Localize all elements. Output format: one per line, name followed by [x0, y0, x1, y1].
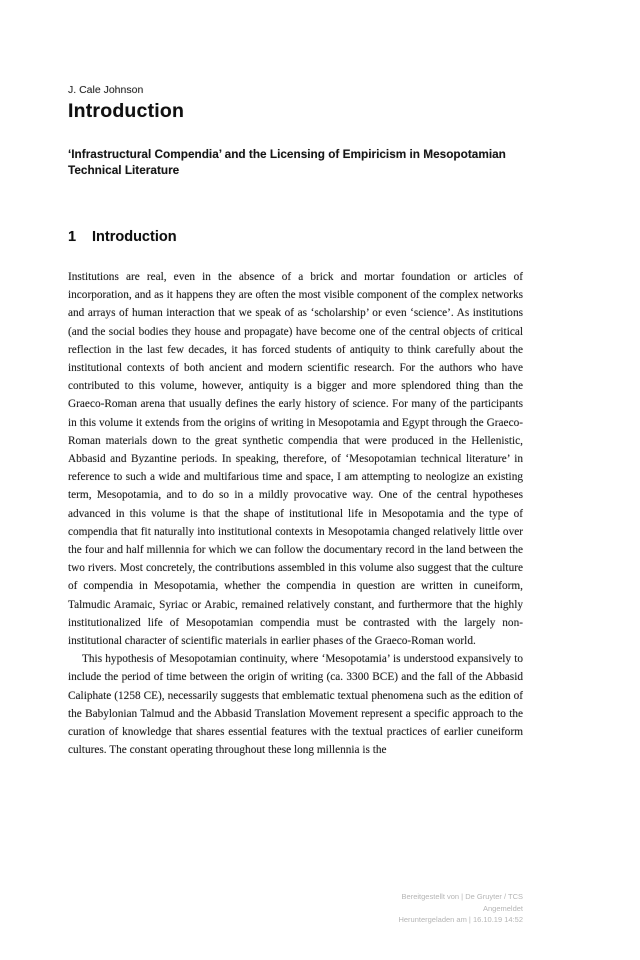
- stamp-status-line: Angemeldet: [482, 903, 523, 913]
- body-paragraph: This hypothesis of Mesopotamian continuity, where ‘Mesopotamia’ is understood expansively to include the period of time between the origin of writing (ca. 3300 BCE) and the fall of the Abbasid Caliphate (1258 CE), necessarily suggests that emblematic textual phenomena such as the edition of the Babylonian Talmud and the Abbasid Translation Movement represent a specific approach to the curation of knowledge that shares essential features with the textual practices of earlier cuneiform cultures. The constant operating throughout these long millennia is the: [68, 653, 523, 757]
- chapter-title: Introduction: [68, 100, 185, 122]
- body-text: [68, 268, 523, 759]
- stamp-provider-line: Bereitgestellt von | De Gruyter / TCS: [401, 892, 523, 901]
- download-stamp: [398, 891, 523, 926]
- section-heading: [68, 229, 523, 246]
- page-content: [68, 0, 523, 759]
- stamp-download-line: Heruntergeladen am | 16.10.19 14:52: [398, 915, 523, 925]
- section-number: 1: [68, 229, 77, 245]
- author-line: J. Cale Johnson: [68, 84, 144, 96]
- section-title: Introduction: [92, 229, 177, 245]
- chapter-subtitle: ‘Infrastructural Compendia’ and the Licensing of Empiricism in Mesopotamian Technical Literature: [68, 147, 506, 177]
- body-paragraph: Institutions are real, even in the absence of a brick and mortar foundation or articles of incorporation, and as it happens they are often the most visible component of the complex networks and arrays of human interaction that we speak of as ‘scholarship’ or even ‘science’. As institutions (and the social bodies they house and propagate) have become one of the central objects of critical reflection in the last few decades, it has forced students of antiquity to think carefully about the institutional contexts of both ancient and modern scientific research. For the authors who have contributed to this volume, however, antiquity is a bigger and more splendored thing than the Graeco-Roman arena that usually defines the early history of science. For many of the participants in this volume it extends from the origins of writing in Mesopotamia and Egypt through the Graeco-Roman materials down to the great synthetic compendia that were produced in the Hellenistic, Abbasid and Byzantine periods. In speaking, therefore, of ‘Mesopotamian technical literature’ in reference to such a wide and multifarious time and space, I am attempting to neologize an existing term, Mesopotamia, and to do so in a mildly provocative way. One of the central hypotheses advanced in this volume is that the shape of institutional life in Mesopotamia and the type of compendia that fit naturally into institutional contexts in Mesopotamia changed relatively little over the four and half millennia for which we can follow the documentary record in the land between the two rivers. Most concretely, the contributions assembled in this volume also suggest that the culture of compendia in Mesopotamia, whether the compendia in question are written in cuneiform, Talmudic Aramaic, Syriac or Arabic, remained relatively constant, and furthermore that the highly institutionalized life of Mesopotamian compendia must be contrasted with the largely non-institutional character of scientific materials in earlier phases of the Graeco-Roman world.: [68, 271, 523, 648]
